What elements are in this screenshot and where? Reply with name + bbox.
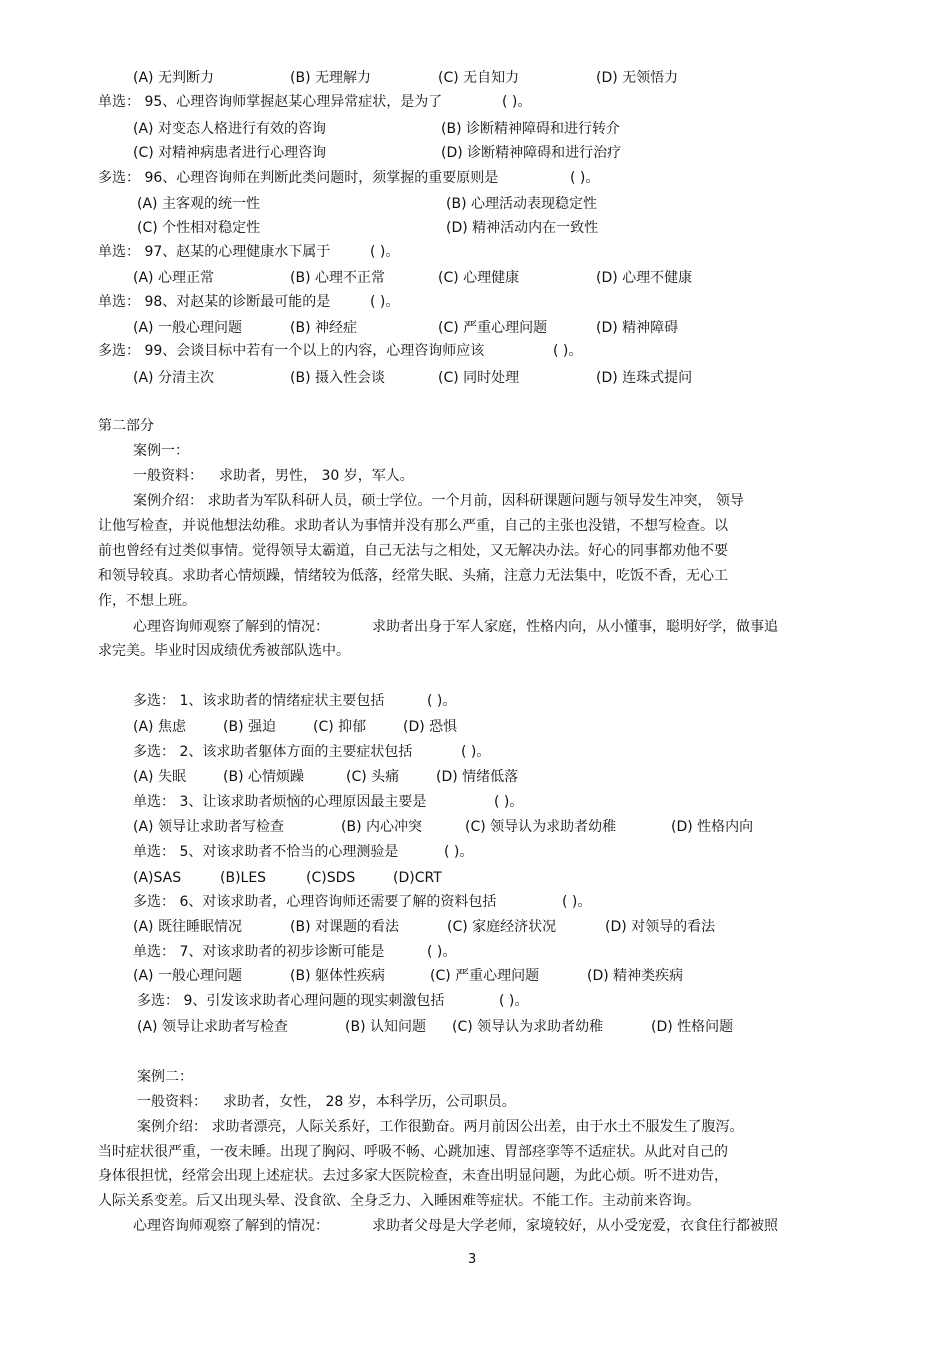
answer-paren: ( )。 [370, 294, 400, 310]
case1-general-info [0, 468, 950, 488]
paragraph-line: 前也曾经有过类似事情。觉得领导太霸道，自己无法与之相处，又无解决办法。好心的同事都劝他不要 [98, 543, 728, 559]
option-b: (B) 躯体性疾病 [290, 968, 385, 984]
option-a: (A) 主客观的统一性 [137, 196, 260, 212]
q95-options-row1 [0, 121, 950, 141]
case1-question-5-options [0, 870, 950, 890]
option-b: (B) 对课题的看法 [290, 919, 399, 935]
case1-question-7 [0, 944, 950, 964]
case1-question-6 [0, 894, 950, 914]
paragraph-line: 当时症状很严重，一夜未睡。出现了胸闷、呼吸不畅、心跳加速、胃部痉挛等不适症状。从此对自己的 [98, 1144, 728, 1160]
option-d: (D) 连珠式提问 [596, 370, 693, 386]
case1-question-9 [0, 993, 950, 1013]
option-c: (C) 无自知力 [438, 70, 520, 86]
general-info-text: 求助者，女性， 28 岁，本科学历，公司职员。 [223, 1094, 516, 1110]
option-a: (A) 领导让求助者写检查 [137, 1019, 288, 1035]
question-stem: 多选： 99、会谈目标中若有一个以上的内容，心理咨询师应该 [98, 343, 485, 359]
option-c: (C)SDS [306, 870, 356, 886]
question-99 [0, 343, 950, 363]
question-96 [0, 170, 950, 190]
page-number: 3 [468, 1252, 477, 1267]
case1-intro-line [0, 518, 950, 538]
option-d: (D) 精神类疾病 [587, 968, 684, 984]
case2-intro-line [0, 1144, 950, 1164]
question-stem: 单选： 3、让该求助者烦恼的心理原因最主要是 [133, 794, 427, 810]
case1-observed-line [0, 619, 950, 639]
answer-paren: ( )。 [570, 170, 600, 186]
case-title: 案例一： [133, 443, 189, 459]
answer-paren: ( )。 [562, 894, 592, 910]
question-stem: 多选： 96、心理咨询师在判断此类问题时，须掌握的重要原则是 [98, 170, 499, 186]
option-b: (B)LES [220, 870, 267, 886]
case1-question-5 [0, 844, 950, 864]
option-d: (D) 情绪低落 [436, 769, 519, 785]
option-c: (C) 严重心理问题 [438, 320, 548, 336]
option-a: (A) 心理正常 [133, 270, 214, 286]
answer-paren: ( )。 [427, 693, 457, 709]
case1-question-7-options [0, 968, 950, 988]
option-a: (A) 无判断力 [133, 70, 214, 86]
option-a: (A) 失眠 [133, 769, 186, 785]
option-c: (C) 抑郁 [313, 719, 367, 735]
answer-paren: ( )。 [444, 844, 474, 860]
option-d: (D) 恐惧 [403, 719, 458, 735]
case1-question-1-options [0, 719, 950, 739]
option-a: (A) 一般心理问题 [133, 320, 242, 336]
option-a: (A) 对变态人格进行有效的咨询 [133, 121, 326, 137]
answer-paren: ( )。 [502, 94, 532, 110]
option-a: (A) 焦虑 [133, 719, 186, 735]
option-c: (C) 领导认为求助者幼稚 [452, 1019, 604, 1035]
part2-heading: 第二部分 [98, 418, 154, 434]
option-d: (D) 性格问题 [651, 1019, 734, 1035]
option-b: (B) 内心冲突 [341, 819, 422, 835]
case1-intro-line [0, 543, 950, 563]
option-b: (B) 诊断精神障碍和进行转介 [441, 121, 620, 137]
option-c: (C) 个性相对稳定性 [137, 220, 261, 236]
case2-intro-line [0, 1168, 950, 1188]
option-a: (A) 一般心理问题 [133, 968, 242, 984]
paragraph-line: 让他写检查，并说他想法幼稚。求助者认为事情并没有那么严重，自己的主张也没错，不想写检查。以 [98, 518, 728, 534]
section-heading [0, 418, 950, 438]
option-c: (C) 领导认为求助者幼稚 [465, 819, 617, 835]
paragraph-line: 案例介绍： 求助者为军队科研人员，硕士学位。一个月前，因科研课题问题与领导发生冲突， 领导 [133, 493, 744, 509]
paragraph-line: 求助者父母是大学老师，家境较好，从小受宠爱，衣食住行都被照 [372, 1218, 778, 1234]
observed-label: 心理咨询师观察了解到的情况： [133, 619, 329, 635]
option-a: (A) 既往睡眠情况 [133, 919, 242, 935]
question-stem: 单选： 98、对赵某的诊断最可能的是 [98, 294, 331, 310]
option-d: (D) 无领悟力 [596, 70, 679, 86]
case2-general-info [0, 1094, 950, 1114]
option-b: (B) 强迫 [223, 719, 276, 735]
question-stem: 单选： 5、对该求助者不恰当的心理测验是 [133, 844, 399, 860]
case1-question-2-options [0, 769, 950, 789]
paragraph-line: 人际关系变差。后又出现头晕、没食欲、全身乏力、入睡困难等症状。不能工作。主动前来咨询。 [98, 1193, 700, 1209]
paragraph-line: 求完美。毕业时因成绩优秀被部队选中。 [98, 643, 350, 659]
case1-question-9-options [0, 1019, 950, 1039]
q96-options-row2 [0, 220, 950, 240]
general-info-label: 一般资料： [137, 1094, 207, 1110]
case1-observed-line [0, 643, 950, 663]
case2-observed-line [0, 1218, 950, 1238]
question-stem: 单选： 97、赵某的心理健康水下属于 [98, 244, 331, 260]
option-b: (B) 认知问题 [345, 1019, 426, 1035]
case1-title [0, 443, 950, 463]
option-d: (D) 对领导的看法 [605, 919, 716, 935]
option-d: (D)CRT [393, 870, 442, 886]
answer-paren: ( )。 [553, 343, 583, 359]
question-stem: 多选： 9、引发该求助者心理问题的现实刺激包括 [137, 993, 445, 1009]
question-stem: 多选： 6、对该求助者，心理咨询师还需要了解的资料包括 [133, 894, 497, 910]
q94-options [0, 70, 950, 90]
question-stem: 多选： 1、该求助者的情绪症状主要包括 [133, 693, 385, 709]
case-title: 案例二： [137, 1069, 193, 1085]
answer-paren: ( )。 [461, 744, 491, 760]
option-d: (D) 性格内向 [671, 819, 754, 835]
option-c: (C) 同时处理 [438, 370, 520, 386]
option-a: (A) 分清主次 [133, 370, 214, 386]
question-98 [0, 294, 950, 314]
question-stem: 单选： 7、对该求助者的初步诊断可能是 [133, 944, 385, 960]
question-stem: 单选： 95、心理咨询师掌握赵某心理异常症状，是为了 [98, 94, 443, 110]
option-b: (B) 心理活动表现稳定性 [446, 196, 597, 212]
observed-label: 心理咨询师观察了解到的情况： [133, 1218, 329, 1234]
paragraph-line: 案例介绍： 求助者漂亮，人际关系好，工作很勤奋。两月前因公出差，由于水土不服发生了腹泻。 [137, 1119, 744, 1135]
q99-options [0, 370, 950, 390]
case1-intro-line [0, 568, 950, 588]
answer-paren: ( )。 [427, 944, 457, 960]
case1-intro-line [0, 493, 950, 513]
q97-options [0, 270, 950, 290]
q96-options-row1 [0, 196, 950, 216]
paragraph-line: 身体很担忧，经常会出现上述症状。去过多家大医院检查，未查出明显问题，为此心烦。听不进劝告， [98, 1168, 728, 1184]
general-info-label: 一般资料： [133, 468, 203, 484]
option-c: (C) 心理健康 [438, 270, 520, 286]
option-d: (D) 诊断精神障碍和进行治疗 [441, 145, 622, 161]
case2-intro-line [0, 1193, 950, 1213]
option-b: (B) 摄入性会谈 [290, 370, 385, 386]
option-b: (B) 神经症 [290, 320, 357, 336]
q98-options [0, 320, 950, 340]
option-b: (B) 心情烦躁 [223, 769, 304, 785]
case1-question-3 [0, 794, 950, 814]
question-95 [0, 94, 950, 114]
case1-question-6-options [0, 919, 950, 939]
option-b: (B) 无理解力 [290, 70, 371, 86]
paragraph-line: 求助者出身于军人家庭，性格内向，从小懂事，聪明好学，做事追 [372, 619, 778, 635]
option-a: (A)SAS [133, 870, 182, 886]
option-d: (D) 精神障碍 [596, 320, 679, 336]
option-c: (C) 严重心理问题 [430, 968, 540, 984]
case2-intro-line [0, 1119, 950, 1139]
option-c: (C) 对精神病患者进行心理咨询 [133, 145, 327, 161]
paragraph-line: 作，不想上班。 [98, 593, 196, 609]
question-97 [0, 244, 950, 264]
case2-title [0, 1069, 950, 1089]
case1-question-1 [0, 693, 950, 713]
option-c: (C) 头痛 [346, 769, 400, 785]
option-d: (D) 心理不健康 [596, 270, 693, 286]
option-b: (B) 心理不正常 [290, 270, 385, 286]
paragraph-line: 和领导较真。求助者心情烦躁，情绪较为低落，经常失眠、头痛，注意力无法集中，吃饭不香，无心工 [98, 568, 728, 584]
case1-question-2 [0, 744, 950, 764]
general-info-text: 求助者，男性， 30 岁，军人。 [219, 468, 414, 484]
case1-intro-line [0, 593, 950, 613]
option-d: (D) 精神活动内在一致性 [446, 220, 599, 236]
answer-paren: ( )。 [494, 794, 524, 810]
case1-question-3-options [0, 819, 950, 839]
answer-paren: ( )。 [370, 244, 400, 260]
q95-options-row2 [0, 145, 950, 165]
question-stem: 多选： 2、该求助者躯体方面的主要症状包括 [133, 744, 413, 760]
option-a: (A) 领导让求助者写检查 [133, 819, 284, 835]
answer-paren: ( )。 [499, 993, 529, 1009]
option-c: (C) 家庭经济状况 [447, 919, 557, 935]
